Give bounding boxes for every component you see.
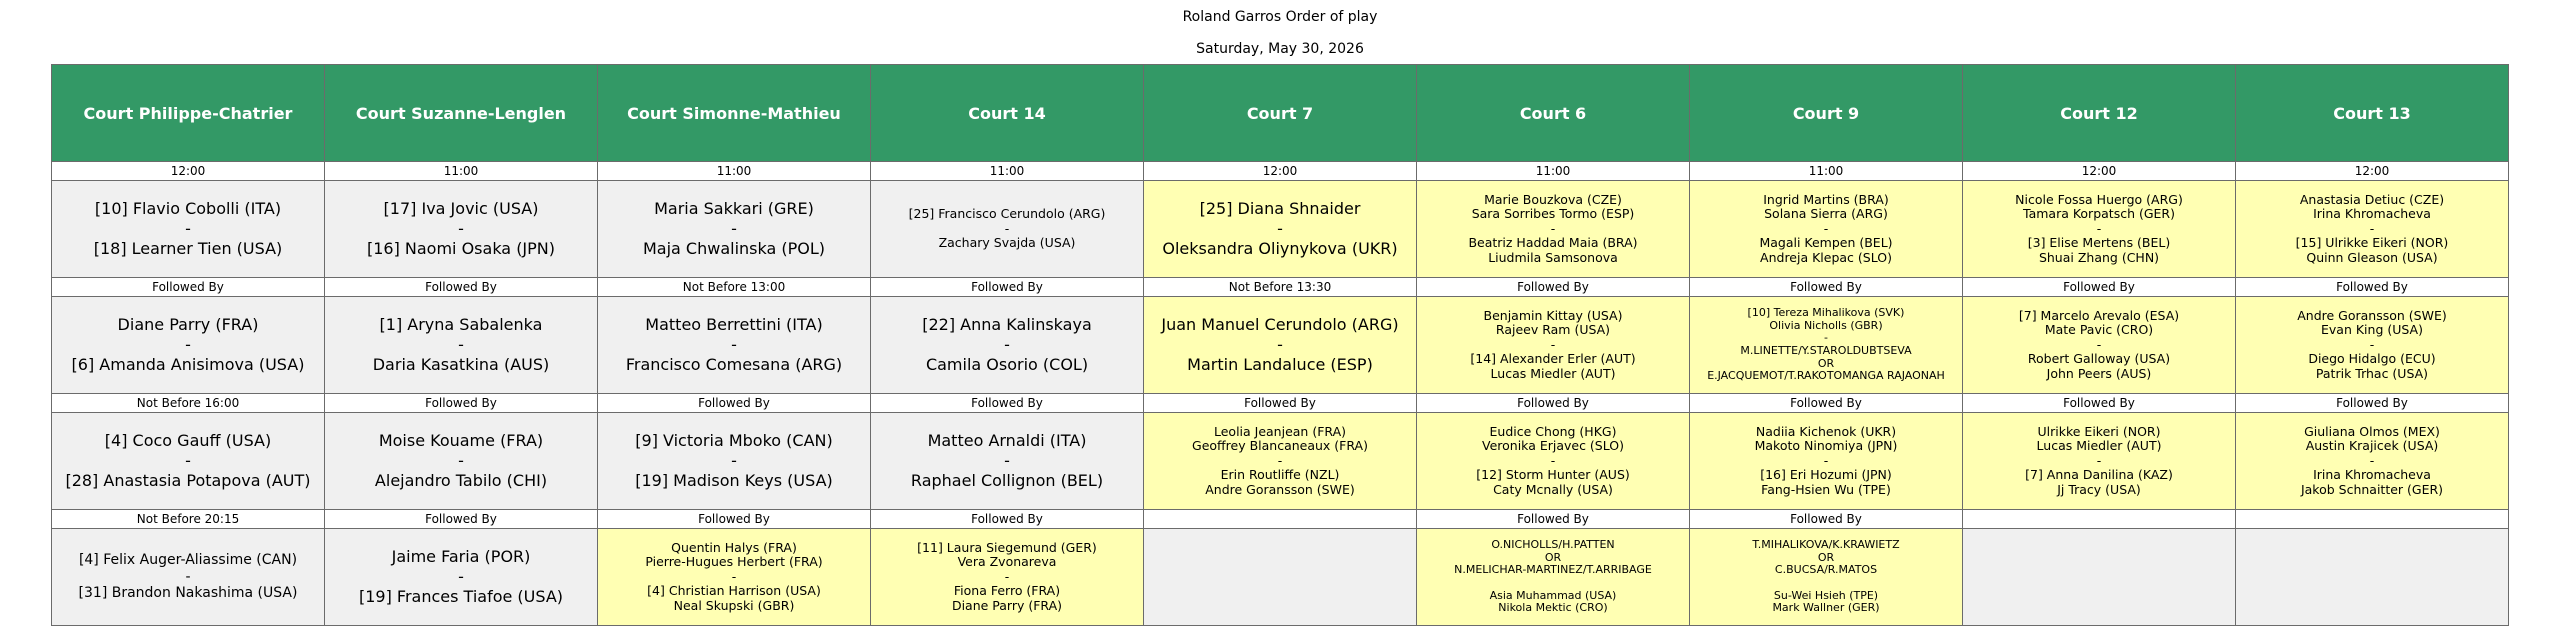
match-cell xyxy=(871,529,1144,626)
match-line: - xyxy=(1277,335,1283,354)
match-cell xyxy=(325,529,598,626)
match-line: [9] Victoria Mboko (CAN) xyxy=(635,431,833,450)
slot-label-row xyxy=(52,510,2509,529)
match-line: Solana Sierra (ARG) xyxy=(1764,206,1888,222)
slot-time-label: Followed By xyxy=(1417,510,1690,529)
match-line: Maja Chwalinska (POL) xyxy=(642,239,826,258)
match-line: - xyxy=(731,451,737,470)
match-line: C.BUCSA/R.MATOS xyxy=(1774,563,1878,577)
slot-time-label xyxy=(2236,510,2509,529)
match-line: Fang-Hsien Wu (TPE) xyxy=(1761,481,1891,497)
match-cell xyxy=(1144,297,1417,394)
match-cell xyxy=(1417,297,1690,394)
match-cell xyxy=(1417,181,1690,278)
match-line: [14] Alexander Erler (AUT) xyxy=(1470,351,1636,367)
match-line: Evan King (USA) xyxy=(2321,322,2423,338)
match-line: Tamara Korpatsch (GER) xyxy=(2023,206,2175,222)
match-line: - xyxy=(185,219,191,238)
slot-time-label: Followed By xyxy=(325,278,598,297)
match-line: Alejandro Tabilo (CHI) xyxy=(374,471,548,490)
match-line: Robert Galloway (USA) xyxy=(2027,351,2171,367)
match-line: - xyxy=(1004,335,1010,354)
match-cell xyxy=(2236,297,2509,394)
slot-time-label: 11:00 xyxy=(325,162,598,181)
match-line: Andreja Klepac (SLO) xyxy=(1760,249,1892,265)
match-cell xyxy=(598,529,871,626)
empty-match-cell xyxy=(1144,529,1417,626)
match-line: [10] Flavio Cobolli (ITA) xyxy=(94,199,282,218)
slot-time-label: 12:00 xyxy=(1963,162,2236,181)
court-header: Court 12 xyxy=(1963,65,2236,162)
page-title: Roland Garros Order of play xyxy=(1182,9,1378,25)
match-line: - xyxy=(458,567,464,586)
match-line: [4] Coco Gauff (USA) xyxy=(104,431,272,450)
match-line: Martin Landaluce (ESP) xyxy=(1187,355,1373,374)
match-line: Irina Khromacheva xyxy=(2313,467,2431,483)
match-cell xyxy=(1690,529,1963,626)
slot-time-label: 12:00 xyxy=(1144,162,1417,181)
slot-time-label: 11:00 xyxy=(1690,162,1963,181)
match-line: [7] Anna Danilina (KAZ) xyxy=(2025,467,2173,483)
match-cell xyxy=(1963,297,2236,394)
match-row xyxy=(52,413,2509,510)
slot-time-label: Followed By xyxy=(871,394,1144,413)
match-line: [1] Aryna Sabalenka xyxy=(379,315,543,334)
court-header: Court Suzanne-Lenglen xyxy=(325,65,598,162)
slot-time-label: Followed By xyxy=(871,278,1144,297)
match-cell xyxy=(871,413,1144,510)
match-line: Diego Hidalgo (ECU) xyxy=(2308,351,2436,367)
match-cell xyxy=(2236,413,2509,510)
slot-label-row xyxy=(52,162,2509,181)
match-cell xyxy=(1963,413,2236,510)
match-line: - xyxy=(731,568,737,584)
match-cell xyxy=(1417,529,1690,626)
match-line: Fiona Ferro (FRA) xyxy=(953,583,1061,599)
match-cell xyxy=(325,297,598,394)
match-line: Shuai Zhang (CHN) xyxy=(2038,249,2160,265)
slot-time-label: Followed By xyxy=(1690,394,1963,413)
match-line: - xyxy=(185,451,191,470)
match-row xyxy=(52,181,2509,278)
match-line: [12] Storm Hunter (AUS) xyxy=(1476,467,1630,483)
match-line: Nicole Fossa Huergo (ARG) xyxy=(2015,192,2183,208)
match-line: Zachary Svajda (USA) xyxy=(938,235,1076,251)
slot-time-label: Followed By xyxy=(2236,278,2509,297)
match-line: - xyxy=(1823,220,1829,236)
match-line: O.NICHOLLS/H.PATTEN xyxy=(1491,538,1615,552)
court-header: Court 9 xyxy=(1690,65,1963,162)
match-row xyxy=(52,297,2509,394)
slot-time-label: Not Before 13:00 xyxy=(598,278,871,297)
slot-time-label: Followed By xyxy=(1963,394,2236,413)
slot-time-label: 11:00 xyxy=(1417,162,1690,181)
match-line: Veronika Erjavec (SLO) xyxy=(1482,438,1624,454)
match-line: [19] Madison Keys (USA) xyxy=(635,471,833,490)
match-line: - xyxy=(1004,568,1010,584)
match-line: M.LINETTE/Y.STAROLDUBTSEVA xyxy=(1740,344,1912,357)
match-line: - xyxy=(1824,331,1828,345)
match-line: - xyxy=(731,335,737,354)
empty-match-cell xyxy=(1963,529,2236,626)
match-line: Austin Krajicek (USA) xyxy=(2305,438,2439,454)
match-line: Juan Manuel Cerundolo (ARG) xyxy=(1161,315,1399,334)
match-line: - xyxy=(1004,220,1010,236)
match-line: Mate Pavic (CRO) xyxy=(2044,322,2154,338)
slot-time-label xyxy=(1144,510,1417,529)
match-line: - xyxy=(458,219,464,238)
court-header: Court Simonne-Mathieu xyxy=(598,65,871,162)
match-line: Jj Tracy (USA) xyxy=(2057,481,2141,497)
slot-label-row xyxy=(52,394,2509,413)
match-cell xyxy=(2236,181,2509,278)
match-line: Liudmila Samsonova xyxy=(1488,249,1618,265)
match-line: [4] Christian Harrison (USA) xyxy=(647,583,821,599)
match-line: [22] Anna Kalinskaya xyxy=(922,315,1092,334)
match-line: OR xyxy=(1817,356,1835,370)
match-line: Lucas Miedler (AUT) xyxy=(1490,365,1616,381)
match-line: John Peers (AUS) xyxy=(2046,365,2152,381)
match-line: Ingrid Martins (BRA) xyxy=(1763,192,1889,208)
match-line: Daria Kasatkina (AUS) xyxy=(372,355,550,374)
empty-match-cell xyxy=(2236,529,2509,626)
match-line: [25] Diana Shnaider xyxy=(1199,199,1361,218)
match-line: Su-Wei Hsieh (TPE) xyxy=(1773,588,1879,602)
match-line: Makoto Ninomiya (JPN) xyxy=(1754,438,1898,454)
slot-time-label: 11:00 xyxy=(598,162,871,181)
match-cell xyxy=(598,181,871,278)
match-line: Patrik Trhac (USA) xyxy=(2315,365,2429,381)
match-cell xyxy=(1417,413,1690,510)
match-line: Marie Bouzkova (CZE) xyxy=(1484,192,1622,208)
match-line: Lucas Miedler (AUT) xyxy=(2036,438,2162,454)
match-line: [11] Laura Siegemund (GER) xyxy=(917,540,1097,556)
match-line: - xyxy=(458,451,464,470)
match-line: Beatriz Haddad Maia (BRA) xyxy=(1468,235,1638,251)
match-line: Ulrikke Eikeri (NOR) xyxy=(2037,424,2161,440)
match-line: [3] Elise Mertens (BEL) xyxy=(2027,235,2171,251)
match-line: - xyxy=(1550,452,1556,468)
match-cell xyxy=(1690,413,1963,510)
match-line: Benjamin Kittay (USA) xyxy=(1483,308,1623,324)
match-line: Erin Routliffe (NZL) xyxy=(1220,467,1340,483)
match-line: Asia Muhammad (USA) xyxy=(1489,588,1617,602)
court-header-row xyxy=(52,65,2509,162)
match-cell xyxy=(1963,181,2236,278)
match-line: - xyxy=(458,335,464,354)
match-line: Francisco Comesana (ARG) xyxy=(625,355,843,374)
slot-label-row xyxy=(52,278,2509,297)
match-line: Jaime Faria (POR) xyxy=(391,547,531,566)
slot-time-label: Followed By xyxy=(1144,394,1417,413)
match-line: - xyxy=(1550,220,1556,236)
match-line: Jakob Schnaitter (GER) xyxy=(2300,481,2444,497)
match-line: - xyxy=(2096,452,2102,468)
match-cell xyxy=(1690,297,1963,394)
match-line: Camila Osorio (COL) xyxy=(925,355,1089,374)
match-line xyxy=(1690,577,1962,590)
slot-time-label: Followed By xyxy=(1417,278,1690,297)
match-line: Raphael Collignon (BEL) xyxy=(910,471,1104,490)
match-line: [18] Learner Tien (USA) xyxy=(93,239,283,258)
match-line: [16] Naomi Osaka (JPN) xyxy=(366,239,556,258)
match-cell xyxy=(52,529,325,626)
slot-time-label: 12:00 xyxy=(2236,162,2509,181)
match-line: Giuliana Olmos (MEX) xyxy=(2304,424,2440,440)
match-line: Nikola Mektic (CRO) xyxy=(1498,601,1608,615)
match-cell xyxy=(871,297,1144,394)
match-line: - xyxy=(185,568,191,585)
match-line: [25] Francisco Cerundolo (ARG) xyxy=(908,206,1106,222)
court-header: Court Philippe-Chatrier xyxy=(52,65,325,162)
slot-time-label: Not Before 13:30 xyxy=(1144,278,1417,297)
match-line: - xyxy=(2096,220,2102,236)
match-line: Anastasia Detiuc (CZE) xyxy=(2299,192,2445,208)
slot-time-label: Followed By xyxy=(325,394,598,413)
slot-time-label: Followed By xyxy=(871,510,1144,529)
page-subtitle: Saturday, May 30, 2026 xyxy=(1196,41,1364,57)
match-line: - xyxy=(1550,336,1556,352)
match-cell xyxy=(1690,181,1963,278)
slot-time-label: Followed By xyxy=(598,510,871,529)
match-line: Moise Kouame (FRA) xyxy=(378,431,544,450)
match-line: Nadiia Kichenok (UKR) xyxy=(1755,424,1897,440)
match-line: - xyxy=(1277,452,1283,468)
match-line: - xyxy=(731,219,737,238)
match-line: Quentin Halys (FRA) xyxy=(671,540,797,556)
match-line: Vera Zvonareva xyxy=(957,554,1057,570)
court-header: Court 6 xyxy=(1417,65,1690,162)
slot-time-label: Followed By xyxy=(1963,278,2236,297)
match-line: E.JACQUEMOT/T.RAKOTOMANGA RAJAONAH xyxy=(1707,369,1945,383)
match-line: Irina Khromacheva xyxy=(2313,206,2431,222)
match-cell xyxy=(325,413,598,510)
order-of-play-table xyxy=(51,64,2509,626)
match-line: T.MIHALIKOVA/K.KRAWIETZ xyxy=(1752,538,1900,552)
slot-time-label: Followed By xyxy=(52,278,325,297)
match-cell xyxy=(52,413,325,510)
match-line: - xyxy=(2369,336,2375,352)
match-line: Diane Parry (FRA) xyxy=(951,597,1063,613)
slot-time-label: 12:00 xyxy=(52,162,325,181)
match-line: [31] Brandon Nakashima (USA) xyxy=(78,585,298,602)
match-line: Geoffrey Blancaneaux (FRA) xyxy=(1192,438,1368,454)
match-line: Leolia Jeanjean (FRA) xyxy=(1213,424,1346,440)
match-line: Matteo Arnaldi (ITA) xyxy=(927,431,1087,450)
match-cell xyxy=(52,297,325,394)
match-line: Neal Skupski (GBR) xyxy=(673,597,795,613)
match-line: [10] Tereza Mihalikova (SVK) xyxy=(1747,306,1905,320)
match-line: N.MELICHAR-MARTINEZ/T.ARRIBAGE xyxy=(1454,563,1652,577)
match-line xyxy=(1417,577,1689,590)
court-header: Court 13 xyxy=(2236,65,2509,162)
match-line: Eudice Chong (HKG) xyxy=(1489,424,1617,440)
slot-time-label: Followed By xyxy=(325,510,598,529)
match-cell xyxy=(1144,181,1417,278)
slot-time-label: 11:00 xyxy=(871,162,1144,181)
match-line: Olivia Nicholls (GBR) xyxy=(1769,318,1883,332)
match-line: Oleksandra Oliynykova (UKR) xyxy=(1162,239,1398,258)
match-line: [15] Ulrikke Eikeri (NOR) xyxy=(2295,235,2449,251)
match-line: [19] Frances Tiafoe (USA) xyxy=(358,587,564,606)
slot-time-label xyxy=(1963,510,2236,529)
slot-time-label: Not Before 16:00 xyxy=(52,394,325,413)
match-line: Mark Wallner (GER) xyxy=(1772,601,1880,615)
match-line: [28] Anastasia Potapova (AUT) xyxy=(65,471,311,490)
court-header: Court 14 xyxy=(871,65,1144,162)
match-line: Andre Goransson (SWE) xyxy=(1205,481,1355,497)
match-line: Diane Parry (FRA) xyxy=(117,315,259,334)
slot-time-label: Followed By xyxy=(1417,394,1690,413)
match-line: [17] Iva Jovic (USA) xyxy=(383,199,539,218)
match-cell xyxy=(52,181,325,278)
slot-time-label: Followed By xyxy=(2236,394,2509,413)
match-cell xyxy=(871,181,1144,278)
court-header: Court 7 xyxy=(1144,65,1417,162)
match-line: [6] Amanda Anisimova (USA) xyxy=(71,355,305,374)
match-line: Sara Sorribes Tormo (ESP) xyxy=(1471,206,1635,222)
match-line: - xyxy=(1277,219,1283,238)
slot-time-label: Followed By xyxy=(598,394,871,413)
match-line: - xyxy=(2096,336,2102,352)
slot-time-label: Not Before 20:15 xyxy=(52,510,325,529)
match-line: - xyxy=(2369,220,2375,236)
match-line: Magali Kempen (BEL) xyxy=(1759,235,1893,251)
match-line: - xyxy=(185,335,191,354)
match-line: Quinn Gleason (USA) xyxy=(2306,249,2438,265)
match-row xyxy=(52,529,2509,626)
match-line: - xyxy=(2369,452,2375,468)
match-line: Caty Mcnally (USA) xyxy=(1493,481,1613,497)
match-cell xyxy=(1144,413,1417,510)
match-line: Rajeev Ram (USA) xyxy=(1495,322,1611,338)
match-line: Pierre-Hugues Herbert (FRA) xyxy=(645,554,823,570)
match-cell xyxy=(598,413,871,510)
slot-time-label: Followed By xyxy=(1690,510,1963,529)
match-line: [16] Eri Hozumi (JPN) xyxy=(1760,467,1892,483)
match-cell xyxy=(325,181,598,278)
match-line: Matteo Berrettini (ITA) xyxy=(645,315,823,334)
match-cell xyxy=(598,297,871,394)
match-line: [7] Marcelo Arevalo (ESA) xyxy=(2018,308,2180,324)
match-line: - xyxy=(1004,451,1010,470)
slot-time-label: Followed By xyxy=(1690,278,1963,297)
match-line: OR xyxy=(1817,550,1835,564)
match-line: OR xyxy=(1544,550,1562,564)
match-line: Maria Sakkari (GRE) xyxy=(654,199,814,218)
match-line: Andre Goransson (SWE) xyxy=(2297,308,2447,324)
match-line: [4] Felix Auger-Aliassime (CAN) xyxy=(78,551,298,568)
match-line: - xyxy=(1823,452,1829,468)
